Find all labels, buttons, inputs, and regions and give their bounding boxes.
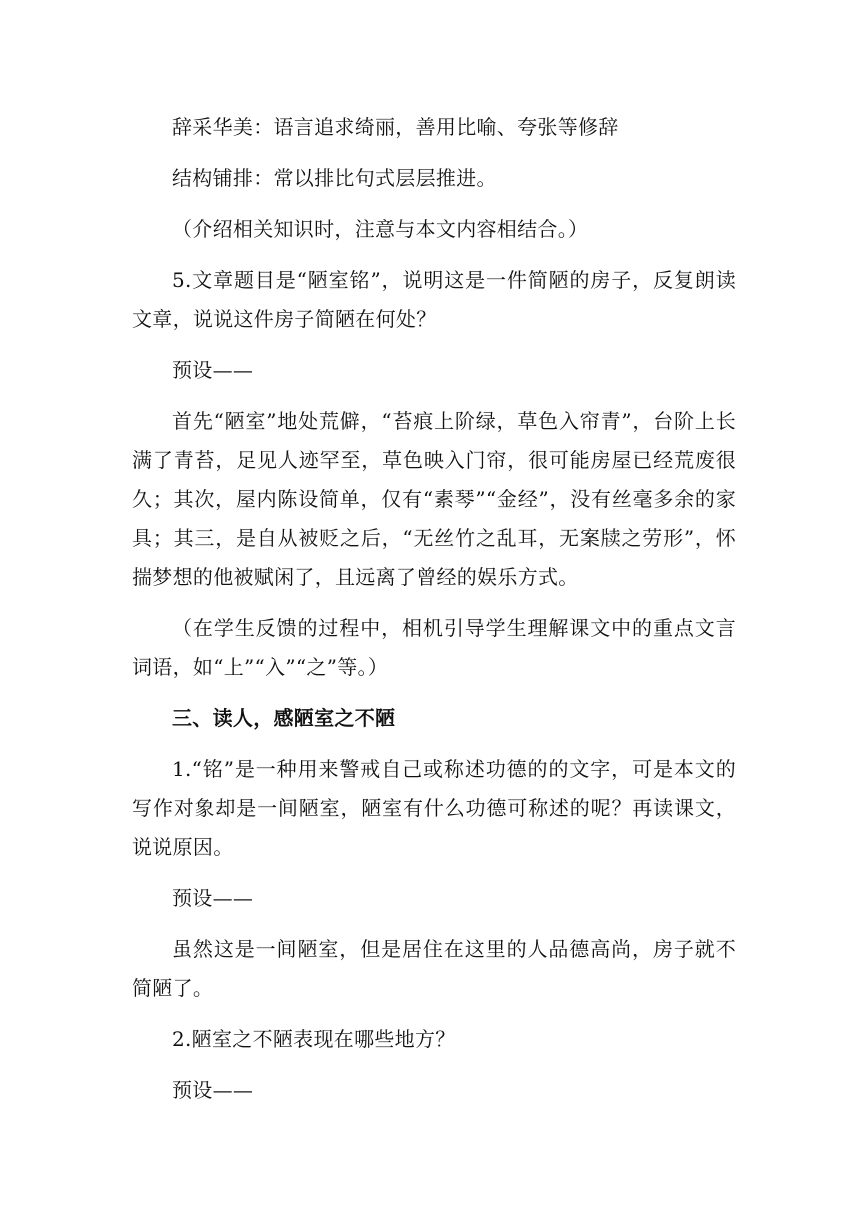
- section-heading-3: 三、读人，感陋室之不陋: [172, 706, 396, 730]
- document-body: [132, 108, 736, 1122]
- answer-reason: 虽然这是一间陋室，但是居住在这里的人品德高尚，房子就不简陋了。: [132, 937, 736, 1000]
- question-2: 2.陋室之不陋表现在哪些地方？: [172, 1027, 456, 1051]
- paragraph-feedback-note: （在学生反馈的过程中，相机引导学生理解课文中的重点文言词语，如“上”“入”“之”等。）: [132, 616, 736, 679]
- question-5: 5.文章题目是“陋室铭”，说明这是一件简陋的房子，反复朗读文章，说说这件房子简陋在何处？: [132, 268, 736, 331]
- preset-label: 预设——: [172, 886, 254, 910]
- paragraph-structure: 结构铺排：常以排比句式层层推进。: [172, 166, 497, 190]
- question-1: 1.“铭”是一种用来警戒自己或称述功德的的文字，可是本文的写作对象却是一间陋室，陋室有什么功德可称述的呢？再读课文，说说原因。: [132, 757, 736, 859]
- paragraph-rhetoric: 辞采华美：语言追求绮丽，善用比喻、夸张等修辞: [172, 115, 619, 139]
- answer-shabbiness: 首先“陋室”地处荒僻，“苔痕上阶绿，草色入帘青”，台阶上长满了青苔，足见人迹罕至，草色映入门帘，很可能房屋已经荒废很久；其次，屋内陈设简单，仅有“素琴”“金经”，没有丝毫多余的家具；其三，是自从被贬之后，“无丝竹之乱耳，无案牍之劳形”，怀揣梦想的他被赋闲了，且远离了曾经的娱乐方式。: [132, 409, 736, 589]
- preset-label: 预设——: [172, 358, 254, 382]
- preset-label: 预设——: [172, 1078, 254, 1102]
- paragraph-teaching-note: （介绍相关知识时，注意与本文内容相结合。）: [172, 217, 589, 241]
